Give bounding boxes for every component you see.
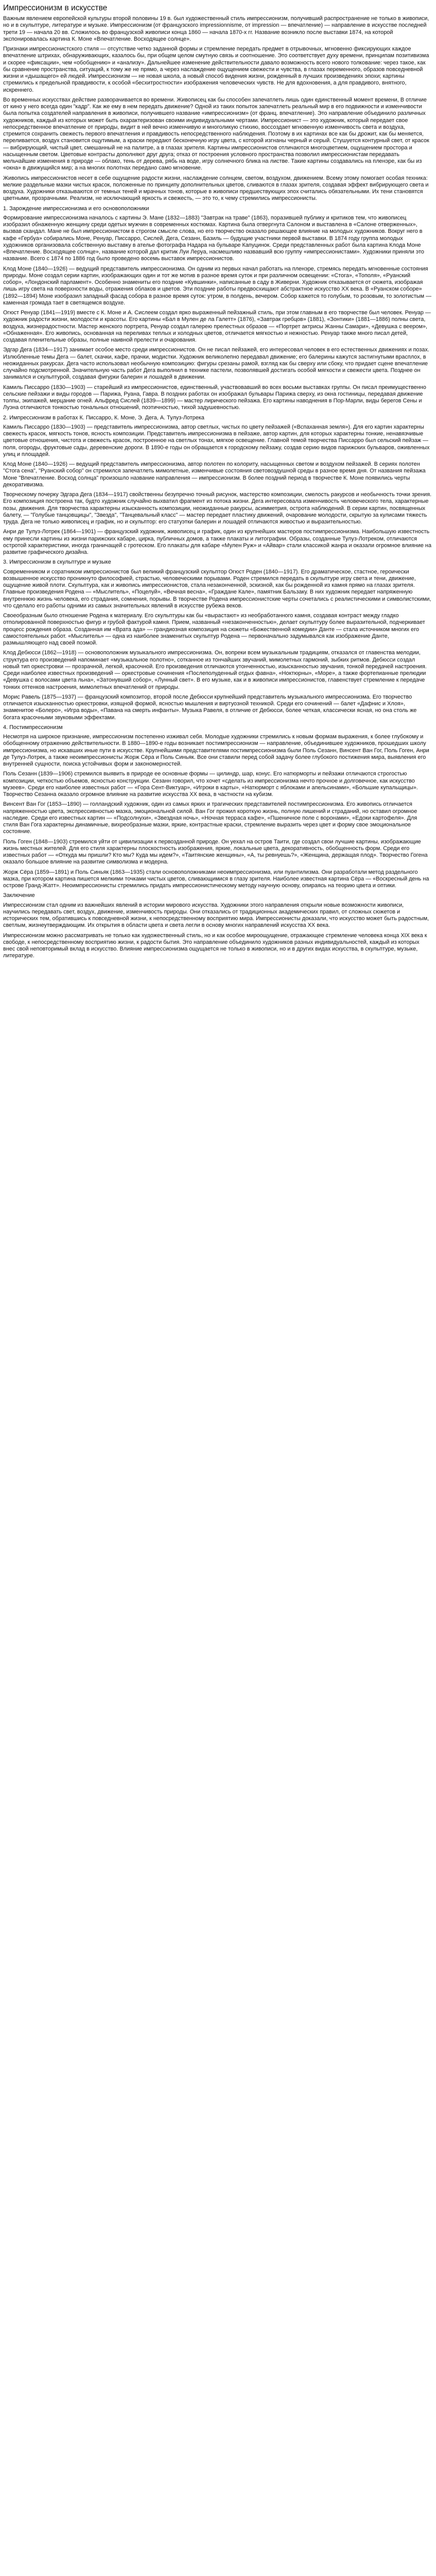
paragraph: Во временных искусствах действие разворачивается во времени. Живописец как бы способен запечатлеть лишь один единственный момент времени, В отличие от кино у него всегда один "кадр". Как же ему в нем передать движение? Одной из таких попыток запечатлеть реальный мир в его подвижности и изменчивости была попытка создателей направления в живописи, получившего название «импрессионизм» (от франц. впечатление). Это направление объединило различных художников, каждый из которых может быть охарактеризован своими индивидуальными чертами. Импрессионист — это художник, который передает свое непосредственное впечатление от природы, видит в ней вечно изменчивую и многоликую стихию, воссоздает мгновенную изменчивость света и воздуха, стремится сохранить свежесть первого впечатления и правдивость непосредственного наблюдения. Поэтому в их картинах все как бы дрожит, как бы меняется, переливается, воздух становится ощутимым, а краски передают бесконечную игру цвета, с которой изгнаны черный и серый. Стушуется контурный свет, от красок — вибрирующий, чистый цвет, смешанный не на палитре, а в глазах зрителя. Картины импрессионистов отличаются многоцветием, ощущением простора и насыщенным светом. Цветовые контрасты дополняют друг друга; отказ от построения условного пространства позволил импрессионистам передавать мельчайшие изменения в природе — облако, тень от дерева, рябь на воде, игру солнечного блика на листве. Такие картины создавались на пленэре, как бы из «окна» в движущийся мир; а на многих полотнах передано само мгновение.: [3, 96, 429, 172]
paragraph: Клод Моне (1840—1926) — ведущий представитель импрессионизма. Он одним из первых начал работать на пленэре, стремясь передать мгновенные состояния природы. Моне создал серии картин, изображающих один и тот же мотив в разное время суток и при различном освещении: «Стога», «Тополя», «Руанский собор», «Лондонский парламент». Особенно знамениты его поздние «Кувшинки», написанные в саду в Живерни. Художник отказывается от сюжета, изображая лишь игру света на поверхности воды, отражения облаков и цветов. Эти поздние работы предвосхищают абстрактное искусство XX века. В «Руанском соборе» (1892—1894) Моне изобразил западный фасад собора в разное время суток: утром, в полдень, вечером. Собор кажется то голубым, то розовым, то золотистым — каменная громада тает в светящемся воздухе.: [3, 265, 431, 306]
document-body: [3, 15, 432, 960]
document-title: Импрессионизм в искусстве: [3, 4, 108, 12]
section-heading: 1. Зарождение импрессионизма и его основоположники: [3, 205, 149, 212]
paragraph: Поль Сезанн (1839—1906) стремился выявить в природе ее основные формы — цилиндр, шар, конус. Его натюрморты и пейзажи отличаются строгостью композиции, четкостью объемов, ясностью конструкции. Сезанн говорил, что хочет «сделать из импрессионизма нечто прочное и долговечное, как искусство музеев». Среди его наиболее известных работ — «Гора Сент-Виктуар», «Игроки в карты», «Натюрморт с яблоками и апельсинами», «Большие купальщицы». Творчество Сезанна оказало огромное влияние на развитие искусства XX века, в частности на кубизм.: [3, 771, 418, 798]
paragraph: Анри де Тулуз-Лотрек (1864—1901) — французский художник, живописец и график, один из крупнейших мастеров постимпрессионизма. Наибольшую известность ему принесли картины из жизни парижских кабаре, цирка, публичных домов, а также плакаты и литографии. Образы, созданные Тулуз-Лотреком, отличаются остротой характеристики, иногда граничащей с гротеском. Его плакаты для кабаре «Мулен Руж» и «Айвар» стали классикой жанра и оказали огромное влияние на развитие графического дизайна.: [3, 529, 432, 555]
paragraph: Признаки импрессионистского стиля — отсутствие четко заданной формы и стремление передать предмет в отрывочных, мгновенно фиксирующих каждое впечатление штрихах, обнаруживающих, казалось бы, при общем целом смутную связь и соотношение. Это соответствует духу времени, принципам позитивизма и скорее «фиксации», чем «обобщению» и «анализу». Дальнейшее изменение действительности давало возможность всего нового толкование: через такое, как бы сравнение пространства, ситуаций, к тому же не прямо, а через наслаждение ощущением свежести и чувства, в глазах переменного, образов повседневной жизни и «дышащего» ей людей. Импрессионизм — не новая школа, а новый способ видения жизни, рожденный в лучших произведениях эпохи; картины стремились к предельной правдивости, к особой «бесхитростности» изображения человеческих чувств. Не для вдохновения, а для правдивого, внятного, искреннего.: [3, 46, 429, 93]
paragraph: Импрессионизм стал одним из важнейших явлений в истории мирового искусства. Художники этого направления открыли новые возможности живописи, научились передавать свет, воздух, движение, изменчивость природы. Они отказались от традиционных академических правил, от сложных сюжетов и исторических тем, обратившись к повседневной жизни, к непосредственному восприятию мира. Импрессионисты доказали, что искусство может быть радостным, светлым, жизнеутверждающим. Их открытия в области цвета и света легли в основу многих направлений искусства XX века.: [3, 902, 429, 929]
section-heading: 4. Постимпрессионизм: [3, 724, 63, 731]
paragraph: Жорж Сёра (1859—1891) и Поль Синьяк (1863—1935) стали основоположниками неоимпрессионизма, или пуантилизма. Они разработали метод раздельного мазка, при котором картина пишется мелкими точками чистых цветов, сливающимися в глазу зрителя. Наиболее известная картина Сёра — «Воскресный день на острове Гранд-Жатт». Неоимпрессионисты стремились придать импрессионистическому методу научную основу, опираясь на теорию цвета и оптики.: [3, 869, 429, 889]
paragraph: Камиль Писсарро (1830—1903) — представитель импрессионизма, автор светлых, чистых по цвету пейзажей («Вспаханная земля»). Для его картин характерны свежесть красок, мягкость тонов, ясность композиции. Представитель импрессионизма в пейзаже, автор картин, для которых характерны тонкие, ненавязчивые цветовые отношения, чистота и свежесть красок, построенное на светлых тонах, мягкое освещение. Главной темой творчества Писсарро был сельский пейзаж — поля, огороды, фруктовые сады, деревенские дороги. В 1890-е годы он обращается к городскому пейзажу, создав серию видов парижских бульваров, оживленных улиц и площадей.: [3, 423, 430, 457]
paragraph: Клод Моне (1840—1926) — ведущий представитель импрессионизма, автор полотен по колориту, насыщенных светом и воздухом пейзажей. В сериях полотен "Стога сена", "Руанский собор" он стремился запечатлеть мимолетные, изменчивые состояния световоздушной среды в разное время дня. От названия пейзажа Моне "Впечатление. Восход солнца" произошло название направления — импрессионизм. В более поздний период в творчестве К. Моне появились черты декоративизма.: [3, 461, 426, 488]
paragraph: Несмотря на широкое признание, импрессионизм постепенно изживал себя. Молодые художники стремились к новым формам выражения, к более глубокому и обобщенному отражению действительности. В 1880—1890-е годы возникает постимпрессионизм — направление, объединившее художников, прошедших школу импрессионизма, но искавших иные пути в искусстве. Крупнейшими представителями постимпрессионизма были Поль Сезанн, Винсент Ван Гог, Поль Гоген, Анри де Тулуз-Лотрек, а также неоимпрессионисты Жорж Сёра и Поль Синьяк. Все они ставили перед собой задачу более глубокого постижения мира, выявления его внутренней сущности, поиска устойчивых форм и закономерностей.: [3, 734, 429, 767]
paragraph: Важным явлением европейской культуры второй половины 19 в. был художественный стиль импрессионизм, получивший распространение не только в живописи, но и в скульптуре, литературе и музыке. Импрессионизм (от французского impressionnisme, от impression — впечатление) — направление в искусстве последней трети 19 — начала 20 вв. Сложилось во французской живописи конца 1860 — начала 1870-х гг. Название возникло после выставки 1874, на которой экспонировалась картина К. Моне «Впечатление. Восходящее солнце».: [3, 15, 429, 42]
section-heading: Заключение: [3, 892, 35, 899]
paragraph: Клод Дебюсси (1862—1918) — основоположник музыкального импрессионизма. Он, вопреки всем музыкальным традициям, отказался от главенства мелодии, структура его произведений напоминает «музыкальное полотно», сотканное из тончайших звучаний, мимолетных гармоний, зыбких ритмов. Дебюсси создал новый тип оркестровки — прозрачной, легкой, красочной. Его произведения отличаются утонченностью, изысканностью звучания, тонкой передачей настроения. Среди наиболее известных произведений — оркестровые сочинения «Послеполуденный отдых фавна», «Ноктюрны», «Море», а также фортепианные прелюдии «Девушка с волосами цвета льна», «Затонувший собор», «Лунный свет». В его музыке, как и в живописи импрессионистов, главенствует стремление к передаче тонких оттенков настроения, мимолетных впечатлений от природы.: [3, 650, 427, 690]
paragraph: Творческому почерку Эдгара Дега (1834—1917) свойственны безупречно точный рисунок, мастерство композиции, смелость ракурсов и необычность точки зрения. Его композиция построена так, будто художник случайно выхватил фрагмент из потока жизни. Дега интересовала изменчивость человеческого тела, характерные позы, движения. Для творчества характерны изысканность композиции, неожиданные ракурсы, асимметрия, острота наблюдений. В серии картин, посвященных балету, — "Голубые танцовщицы", "Звезда", "Танцевальный класс" — мастер передает пластику движений, очарование молодости, скрытую за кулисами тяжесть труда. Дега не только живописец и график, но и скульптор: его статуэтки балерин и лошадей отличаются живостью и выразительностью.: [3, 492, 432, 525]
paragraph: Формирование импрессионизма началось с картины Э. Мане (1832—1883) "Завтрак на траве" (1863), поразившей публику и критиков тем, что живописец изобразил обнаженную женщину среди одетых мужчин в современных костюмах. Картина была отвергнута Салоном и выставлена в «Салоне отверженных», вызвав скандал. Мане не был импрессионистом в строгом смысле слова, но его творчество оказало решающее влияние на молодых художников. Вокруг него в кафе «Гербуа» собирались Моне, Ренуар, Писсарро, Сислей, Дега, Сезанн, Базиль — будущие участники первой выставки. В 1874 году группа молодых художников организовала собственную выставку в ателье фотографа Надара на бульваре Капуцинок. Среди представленных работ была картина Клода Моне «Впечатление. Восходящее солнце», название которой дал критик Луи Леруа, насмешливо назвавший всю группу «импрессионистами». Художники приняли это название. Всего с 1874 по 1886 год было проведено восемь выставок импрессионистов.: [3, 214, 424, 262]
paragraph: Поль Гоген (1848—1903) стремился уйти от цивилизации к первозданной природе. Он уехал на остров Таити, где создал свои лучшие картины, изображающие жизнь местных жителей. Для его стиля характерны плоскостность изображения, яркие, локальные цвета, декоративность, обобщенность форм. Среди его известных работ — «Откуда мы пришли? Кто мы? Куда мы идем?», «Таитянские женщины», «А, ты ревнуешь?», «Женщина, держащая плод». Творчество Гогена оказало большое влияние на развитие символизма и модерна.: [3, 838, 428, 866]
section-heading: 3. Импрессионизм в скульптуре и музыке: [3, 559, 111, 566]
section-heading: 2. Импрессионизм в работах К. Писсарро, К. Моне, Э. Дега, А. Тулуз-Лотрека: [3, 414, 204, 421]
paragraph: Морис Равель (1875—1937) — французский композитор, второй после Дебюсси крупнейший представитель музыкального импрессионизма. Его творчество отличается изысканностью оркестровки, изящной формой, ясностью мышления и виртуозной техникой. Среди его сочинений — балет «Дафнис и Хлоя», знаменитое «Болеро», «Игра воды», «Павана на смерть инфанты». Музыка Равеля, в отличие от Дебюсси, более четкая, классически ясная, но она столь же богата красочными звуковыми эффектами.: [3, 693, 417, 721]
paragraph: Своеобразным было отношение Родена к материалу. Его скульптуры как бы «вырастают» из необработанного камня, создавая контраст между гладко отполированной поверхностью фигур и грубой фактурой камня. Прием, названный «незаконченностью», делает скульптуру более выразительной, подчеркивает процесс рождения образа. Созданная им «Врата ада» — грандиозная композиция на сюжеты «Божественной комедии» Данте — стала источником многих его самостоятельных работ. «Мыслитель» — одна из наиболее знаменитых скульптур Родена — первоначально задумывался как изображение Данте, размышляющего над своей поэмой.: [3, 613, 425, 646]
paragraph: Винсент Ван Гог (1853—1890) — голландский художник, один из самых ярких и трагических представителей постимпрессионизма. Его живопись отличается напряженностью цвета, экспрессивностью мазка, эмоциональной силой. Ван Гог прожил короткую жизнь, полную лишений и страданий, но оставил огромное наследие. Среди его известных картин — «Подсолнухи», «Звездная ночь», «Ночная терраса кафе», «Пшеничное поле с воронами», «Едоки картофеля». Для стиля Ван Гога характерны динамичные, вихреобразные мазки, яркие, контрастные краски, стремление выразить через цвет и форму свое эмоциональное состояние.: [3, 801, 417, 835]
paragraph: Современником и соратником импрессионистов был великий французский скульптор Огюст Роден (1840—1917). Его драматическое, стастное, героически возвышенное искусство проникнуто философией, страстью, человеческими порывами. Роден стремился передать в скульптуре игру света и тени, движение, ощущение живой плоти. Скульптура, как и живопись импрессионистов, стала незаконченной, эскизной, как бы рожденной из камня прямо на глазах зрителя. Главные произведения Родена — «Мыслитель», «Поцелуй», «Вечная весна», «Граждане Кале», памятник Бальзаку. В них художник передает напряженную внутреннюю жизнь человека, его страдания, сомнения, порывы. В творчестве Родена импрессионистские черты сочетались с реалистическими и символистскими, что сделало его работы одними из самых значительных явлений в искусстве рубежа веков.: [3, 568, 431, 609]
paragraph: Камиль Писсарро (1830—1903) — старейший из импрессионистов, единственный, участвовавший во всех восьми выставках группы. Он писал преимущественно сельские пейзажи и виды городов — Парижа, Руана, Гавра. В поздних работах он изображал бульвары Парижа сверху, из окна гостиницы, передавая движение толпы, экипажей, мерцание огней. Альфред Сислей (1839—1899) — мастер лирического пейзажа. Его картины наводнения в Пор-Марли, виды берегов Сены и Луэна отличаются тонкостью тональных отношений, поэтичностью, тихой задушевностью.: [3, 384, 426, 411]
paragraph: Эдгар Дега (1834—1917) занимает особое место среди импрессионистов. Он не писал пейзажей, его интересовал человек в его естественных движениях и позах. Излюбленные темы Дега — балет, скачки, кафе, прачки, модистки. Художник великолепно передавал движение; его балерины кажутся застигнутыми врасплох, в неожиданных ракурсах. Дега часто использовал необычную композицию: фигуры срезаны рамой, взгляд как бы сверху или сбоку, что придает сцене впечатление случайно подсмотренной. Значительную часть работ Дега выполнил в технике пастели, позволявшей достигать особой мягкости и свежести цвета. Позднее он занимался и скульптурой, создавая фигурки балерин и лошадей в движении.: [3, 347, 429, 381]
paragraph: Огюст Ренуар (1841—1919) вместе с К. Моне и А. Сислеем создал ярко выраженный пейзажный стиль, при этом главным в его творчестве был человек. Ренуар — художник радости жизни, молодости и красоты. Его картины «Бал в Мулен де ла Галетт» (1876), «Завтрак гребцов» (1881), «Зонтики» (1881—1886) полны света, воздуха, жизнерадостности. Мастер женского портрета, Ренуар создал галерею прелестных образов — «Портрет актрисы Жанны Самари», «Девушка с веером», «Обнаженная». Его живопись, основанная на переливах теплых и холодных цветов, отличается мягкостью и нежностью. Ренуар также много писал детей, создавая пленительные образы, полные наивной прелести и очарования.: [3, 310, 431, 343]
paragraph: Живопись импрессионистов несет в себе ощущение радости жизни, наслаждение солнцем, светом, воздухом, движением. Всему этому помогает особая техника: мелкие раздельные мазки чистых красок, положенные по принципу дополнительных цветов, сливаются в глазах зрителя, создавая эффект вибрирующего света и воздуха. Художники отказываются от темных теней и мрачных тонов, которые в живописи предшествующих эпох считались обязательными. Их тени становятся цветными, прозрачными. Реализм, не исключающий яркость и свежесть, — это то, к чему стремились импрессионисты.: [3, 175, 429, 202]
paragraph: Импрессионизм можно рассматривать не только как художественный стиль, но и как особое мироощущение, отражающее стремление человека конца XIX века к свободе, к непосредственному восприятию жизни, к радости бытия. Это направление объединило художников разных индивидуальностей, каждый из которых внес свой неповторимый вклад в искусство. Влияние импрессионизма ощущается не только в живописи, но и в других видах искусства, в скульптуре, музыке, литературе.: [3, 932, 427, 959]
